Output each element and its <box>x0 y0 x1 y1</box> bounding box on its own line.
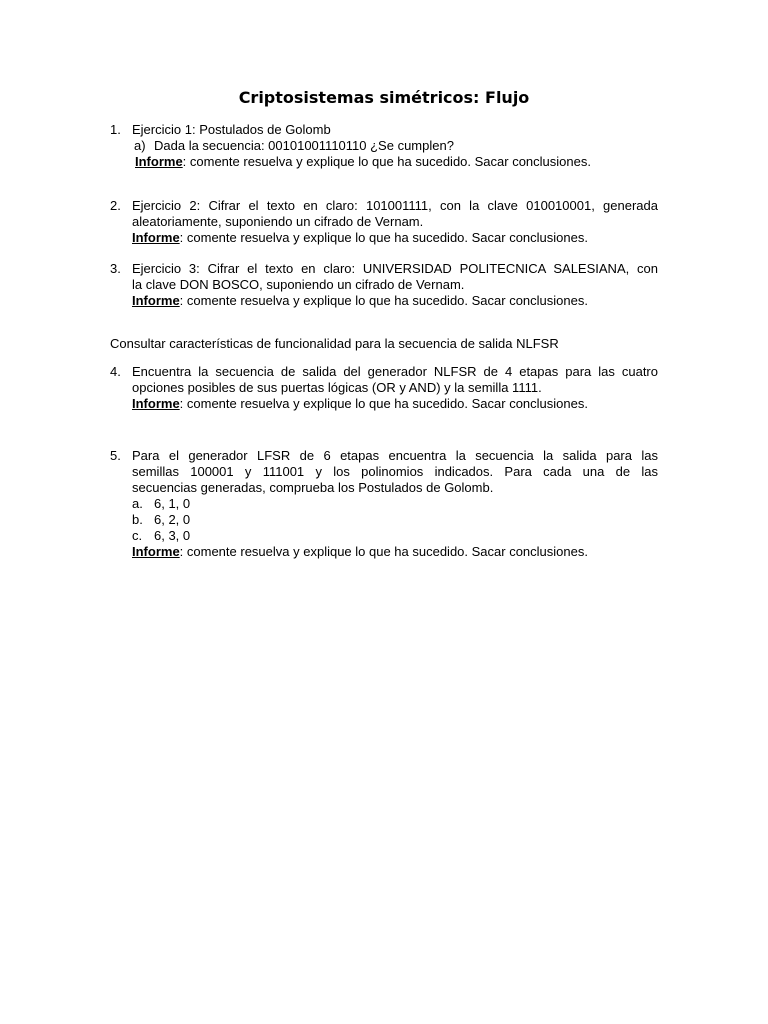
exercise-1 <box>110 122 658 170</box>
report-text: : comente resuelva y explique lo que ha sucedido. Sacar conclusiones. <box>179 293 588 308</box>
exercise-3 <box>110 261 658 309</box>
exercise-text: Ejercicio 1: Postulados de Golomb <box>132 122 331 137</box>
option-b <box>132 512 658 528</box>
item-number: 5. <box>110 448 121 463</box>
item-number: 3. <box>110 261 121 276</box>
exercise-text-line: Ejercicio 2: Cifrar el texto en claro: 101001111, con la clave 010010001, generada <box>132 198 658 213</box>
exercise-text-line: aleatoriamente, suponiendo un cifrado de Vernam. <box>132 214 424 229</box>
report-text: : comente resuelva y explique lo que ha sucedido. Sacar conclusiones. <box>179 230 588 245</box>
report-label: Informe <box>132 293 180 308</box>
option-text: 6, 1, 0 <box>154 496 191 511</box>
exercise-5 <box>110 448 658 560</box>
item-number: 2. <box>110 198 121 213</box>
report-line <box>132 154 658 170</box>
option-letter: c. <box>132 528 143 543</box>
option-a <box>132 496 658 512</box>
report-text: : comente resuelva y explique lo que ha sucedido. Sacar conclusiones. <box>182 154 591 169</box>
report-label: Informe <box>132 544 180 559</box>
exercise-text-line: la clave DON BOSCO, suponiendo un cifrado de Vernam. <box>132 277 465 292</box>
option-letter: a. <box>132 496 143 511</box>
sub-item-a <box>132 138 658 154</box>
report-text: : comente resuelva y explique lo que ha sucedido. Sacar conclusiones. <box>179 396 588 411</box>
exercise-text-line: secuencias generadas, comprueba los Postulados de Golomb. <box>132 480 494 495</box>
report-label: Informe <box>135 154 183 169</box>
option-letter: b. <box>132 512 143 527</box>
option-c <box>132 528 658 544</box>
option-text: 6, 2, 0 <box>154 512 191 527</box>
exercise-text-line: semillas 100001 y 111001 y los polinomios indicados. Para cada una de las <box>132 464 658 479</box>
exercise-text-line: Para el generador LFSR de 6 etapas encuentra la secuencia la salida para las <box>132 448 658 463</box>
report-line <box>132 293 658 309</box>
item-number: 1. <box>110 122 121 137</box>
report-line <box>132 396 658 412</box>
report-line <box>132 544 658 560</box>
sub-item-text: Dada la secuencia: 00101001110110 ¿Se cumplen? <box>154 138 454 153</box>
exercise-4 <box>110 364 658 412</box>
exercise-text-line: Encuentra la secuencia de salida del generador NLFSR de 4 etapas para las cuatro <box>132 364 658 379</box>
consult-paragraph: Consultar características de funcionalidad para la secuencia de salida NLFSR <box>110 336 559 351</box>
report-label: Informe <box>132 396 180 411</box>
item-number: 4. <box>110 364 121 379</box>
sub-item-letter: a) <box>134 138 146 153</box>
option-text: 6, 3, 0 <box>154 528 191 543</box>
exercise-text-line: Ejercicio 3: Cifrar el texto en claro: UNIVERSIDAD POLITECNICA SALESIANA, con <box>132 261 658 276</box>
report-text: : comente resuelva y explique lo que ha sucedido. Sacar conclusiones. <box>179 544 588 559</box>
exercise-text-line: opciones posibles de sus puertas lógicas (OR y AND) y la semilla 1111. <box>132 380 542 395</box>
document-title: Criptosistemas simétricos: Flujo <box>238 88 530 107</box>
report-line <box>132 230 658 246</box>
report-label: Informe <box>132 230 180 245</box>
exercise-2 <box>110 198 658 246</box>
